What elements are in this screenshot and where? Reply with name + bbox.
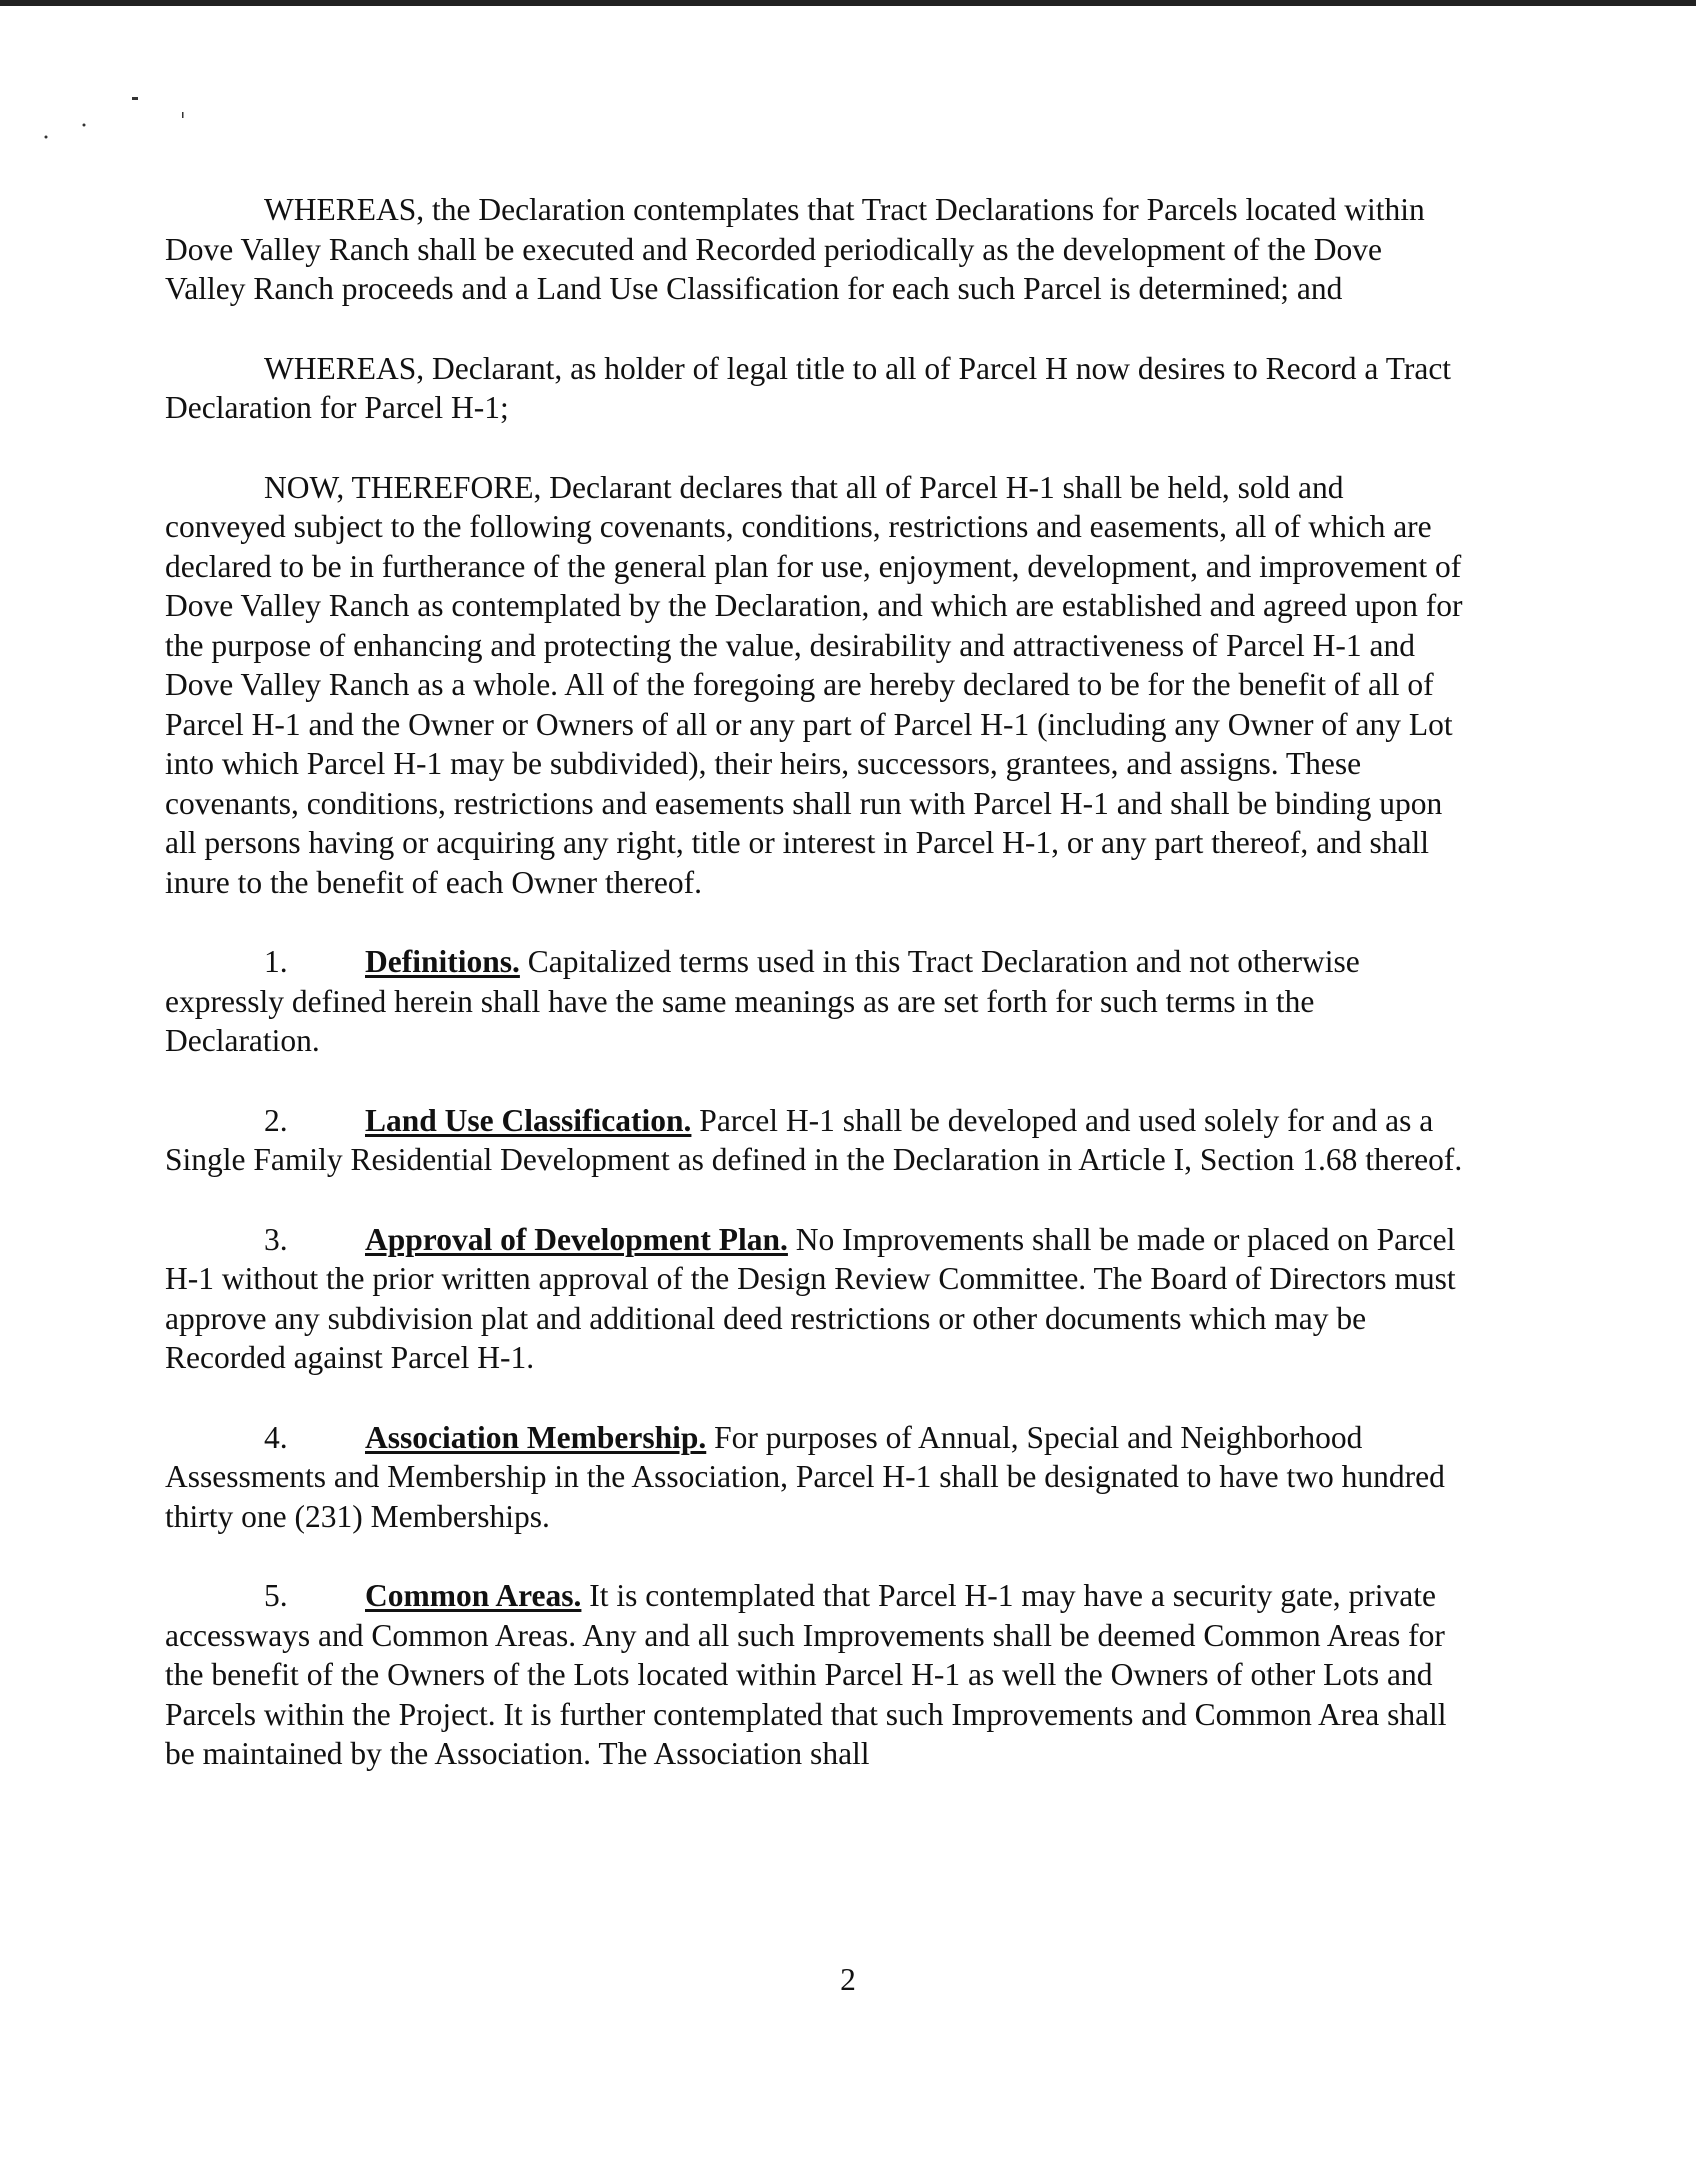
whereas-paragraph-2: WHEREAS, Declarant, as holder of legal title to all of Parcel H now desires to Record a Tract Declaration for Parcel H-1; <box>165 350 1452 425</box>
section-definitions <box>165 942 1465 1061</box>
section-body: Capitalized terms used in this Tract Declaration and not otherwise expressly defined herein shall have the same meanings as are set forth for such terms in the Declaration. <box>165 944 1360 1058</box>
scan-top-edge <box>0 0 1696 6</box>
section-number: 2. <box>264 1102 288 1138</box>
page-number: 2 <box>840 1962 856 1997</box>
section-number: 5. <box>264 1578 288 1613</box>
whereas-paragraph-1: WHEREAS, the Declaration contemplates that Tract Declarations for Parcels located within Dove Valley Ranch shall be executed and Recorded periodically as the development of the Dove Valley Ranch proceeds and a Land Use Classification for each such Parcel is determined; and <box>165 192 1425 306</box>
scan-specks <box>40 95 200 145</box>
section-heading: Land Use Classification. <box>365 1102 692 1138</box>
section-heading: Common Areas. <box>365 1578 582 1613</box>
section-approval-of-development-plan <box>165 1220 1465 1378</box>
section-number: 4. <box>264 1419 288 1455</box>
section-association-membership <box>165 1418 1465 1537</box>
section-heading: Approval of Development Plan. <box>365 1221 788 1257</box>
section-land-use-classification <box>165 1101 1465 1180</box>
section-number: 1. <box>264 944 288 979</box>
section-heading: Association Membership. <box>365 1419 707 1455</box>
section-heading: Definitions. <box>365 944 520 979</box>
section-common-areas <box>165 1576 1465 1774</box>
document-body <box>165 190 1465 1814</box>
section-body: No Improvements shall be made or placed on Parcel H-1 without the prior written approval of the Design Review Committee. The Board of Directors must approve any subdivision plat and additional deed restrictions or other documents which may be Recorded against Parcel H-1. <box>165 1221 1456 1375</box>
section-body: For purposes of Annual, Special and Neighborhood Assessments and Membership in the Association, Parcel H-1 shall be designated to have two hundred thirty one (231) Memberships. <box>165 1419 1445 1534</box>
now-therefore-paragraph: NOW, THEREFORE, Declarant declares that all of Parcel H-1 shall be held, sold and conveyed subject to the following covenants, conditions, restrictions and easements, all of which are declared to be in furtherance of the general plan for use, enjoyment, development, and improvement of Dove Valley Ranch as contemplated by the Declaration, and which are established and agreed upon for the purpose of enhancing and protecting the value, desirability and attractiveness of Parcel H-1 and Dove Valley Ranch as a whole. All of the foregoing are hereby declared to be for the benefit of all of Parcel H-1 and the Owner or Owners of all or any part of Parcel H-1 (including any Owner of any Lot into which Parcel H-1 may be subdivided), their heirs, successors, grantees, and assigns. These covenants, conditions, restrictions and easements shall run with Parcel H-1 and shall be binding upon all persons having or acquiring any right, title or interest in Parcel H-1, or any part thereof, and shall inure to the benefit of each Owner thereof. <box>165 469 1463 900</box>
section-number: 3. <box>264 1221 288 1257</box>
section-body: Parcel H-1 shall be developed and used solely for and as a Single Family Residential Development as defined in the Declaration in Article I, Section 1.68 thereof. <box>165 1102 1463 1177</box>
section-body: It is contemplated that Parcel H-1 may have a security gate, private accessways and Common Areas. Any and all such Improvements shall be deemed Common Areas for the benefit of the Owners of the Lots located within Parcel H-1 as well the Owners of other Lots and Parcels within the Project. It is further contemplated that such Improvements and Common Area shall be maintained by the Association. The Association shall <box>165 1578 1447 1771</box>
